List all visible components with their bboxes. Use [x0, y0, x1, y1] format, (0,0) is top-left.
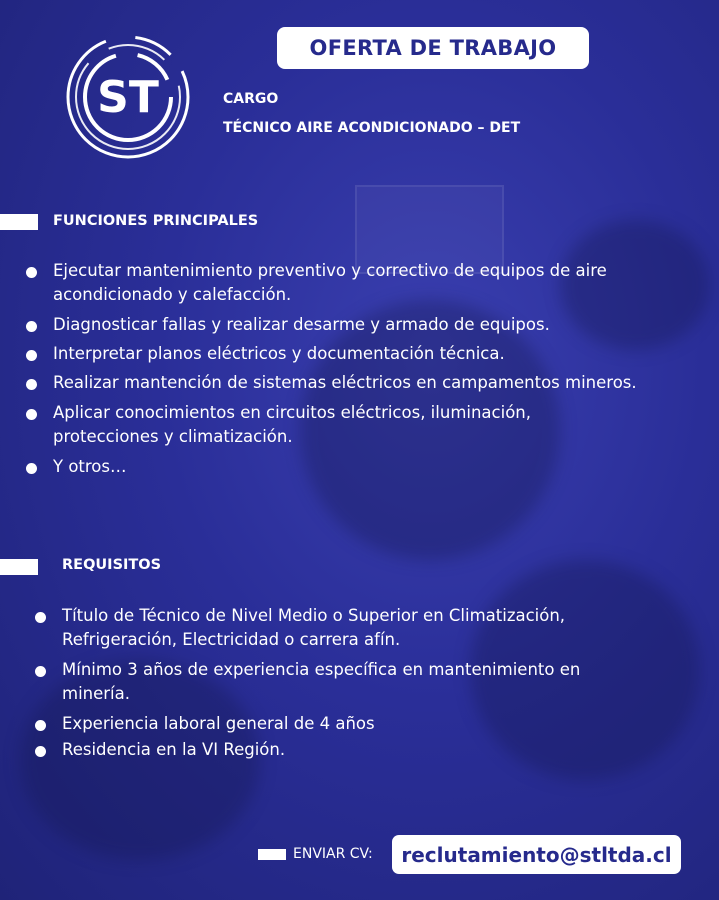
contact-email[interactable]: reclutamiento@stltda.cl: [401, 842, 672, 867]
bullet-icon: [35, 612, 46, 623]
list-item: Ejecutar mantenimiento preventivo y correctivo de equipos de aire acondicionado y calefacción.: [53, 259, 653, 307]
send-cv-label: ENVIAR CV:: [293, 846, 373, 862]
funciones-list: [53, 259, 653, 479]
list-item: Experiencia laboral general de 4 años: [62, 712, 642, 736]
list-item: Residencia en la VI Región.: [62, 738, 642, 762]
offer-title-pill: [277, 27, 589, 69]
bullet-icon: [26, 463, 37, 474]
email-pill[interactable]: [392, 835, 681, 874]
offer-title: OFERTA DE TRABAJO: [309, 36, 557, 60]
footer-marker-bar: [258, 849, 286, 860]
bullet-icon: [26, 350, 37, 361]
list-item: Realizar mantención de sistemas eléctricos en campamentos mineros.: [53, 371, 643, 395]
list-item: Título de Técnico de Nivel Medio o Superior en Climatización, Refrigeración, Electricidad o carrera afín.: [62, 604, 642, 652]
funciones-title: FUNCIONES PRINCIPALES: [53, 213, 259, 229]
bullet-icon: [26, 321, 37, 332]
bullet-icon: [35, 746, 46, 757]
company-logo: [63, 32, 193, 162]
requisitos-title: REQUISITOS: [62, 557, 162, 573]
list-item: Y otros…: [53, 455, 653, 479]
cargo-value: TÉCNICO AIRE ACONDICIONADO – DET: [223, 120, 521, 136]
section-marker-bar: [0, 214, 38, 230]
bullet-icon: [26, 379, 37, 390]
bullet-icon: [35, 720, 46, 731]
bullet-icon: [26, 409, 37, 420]
bullet-icon: [26, 267, 37, 278]
list-item: Interpretar planos eléctricos y documentación técnica.: [53, 342, 653, 366]
logo-text: ST: [97, 72, 159, 123]
list-item: Mínimo 3 años de experiencia específica en mantenimiento en minería.: [62, 658, 617, 706]
section-marker-bar: [0, 559, 38, 575]
bullet-icon: [35, 666, 46, 677]
list-item: Aplicar conocimientos en circuitos eléctricos, iluminación, protecciones y climatización.: [53, 401, 613, 449]
requisitos-list: [62, 604, 642, 762]
cargo-label: CARGO: [223, 91, 279, 107]
list-item: Diagnosticar fallas y realizar desarme y armado de equipos.: [53, 313, 653, 337]
